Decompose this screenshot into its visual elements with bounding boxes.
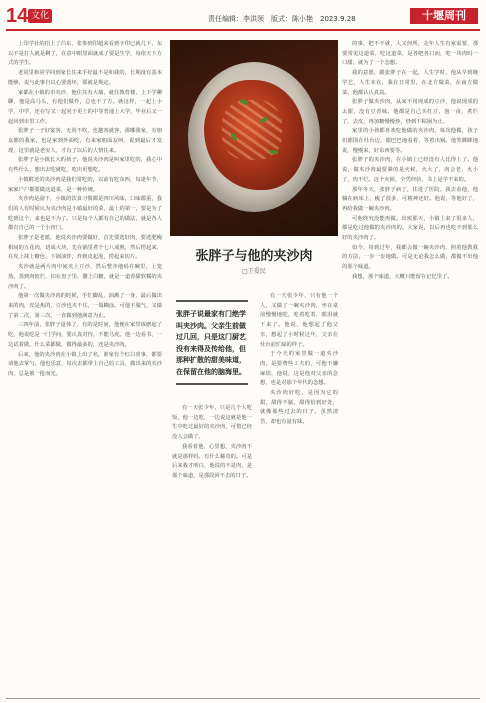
pull-quote: 张胖子说最家有门绝学叫夹沙肉。父亲生前做过几回，只是这门厨艺没有来得及传给他，但那种扩散的甜美味道，在保留在他的脑海里。 [176, 300, 248, 385]
paragraph: 于今天的家里做一道夹沙肉，是要费些工夫的，可他不嫌麻烦，他说，这是他对父亲的念想，也是对那个年代的念想。 [260, 351, 338, 387]
page-number: 14 [6, 5, 29, 27]
article-column-4 [342, 40, 478, 694]
paragraph: 可他终究没能再做。出殡那天，小镇上来了很多人，都是吃过他做的夹沙肉的。大家说，以后再也吃不到那么好的夹沙肉了。 [342, 215, 478, 242]
paragraph: 张胖子是小镇长大的孩子，他说夹沙肉是叫家里吃的，我心中有些什么，想出去吃就吃，吃出更想吃。 [8, 157, 162, 174]
page-header [0, 0, 486, 30]
paragraph: 他第一次做夹沙肉的时候，手忙脚乱，油溅了一身，最后做出来的肉，皮是焦的，豆沙也夹不住，一塌糊涂。可他不服气，又做了第二次，第三次，一直做到他满意为止。 [8, 293, 162, 319]
header-rule [6, 29, 480, 31]
paragraph: 上印学社的招上了凸东，张参到印超来看到字印已就几下，东以不是打人就是剩了，在意中眼里面就成了要是生学，每依天下方式的学生。 [8, 41, 162, 67]
paragraph: 那年冬天，张胖子病了，住进了医院。我去看他，他躺在病床上，瘦了很多，可精神还好。他说，等他好了，再给我做一碗夹沙肉。 [342, 186, 478, 212]
paragraph: 家里的小孩都喜欢吃他做的夹沙肉，每次他做，孩子们都围在灶台边，眼巴巴地看着，等着出锅。他笑眯眯地说，慢慢来，好东西要等。 [342, 128, 478, 154]
article-column-1 [8, 40, 162, 694]
paragraph: 张胖子一子好宴客，无尚不吹，也邀客就客，那哪我家，有朋友都的我家，也是家到外面吃，有来家朋面友叫，说到最后才发现，这里就是老实人，才有了以后的人情往来。 [8, 128, 162, 154]
paragraph: 我的意愿，跟张胖子在一起，人生学时，他从早到晚学艺，人生本在，我在日常里，在北方做菜，在南方做菜，他都认认真真。 [342, 70, 478, 96]
paragraph: 我想，那个味道，大概只能留在记忆里了。 [352, 273, 453, 280]
paragraph: 张胖子做夹沙肉，从来不用现成的豆沙，他说现成的太甜，没有豆香味。他都是自己买红豆，泡一夜，煮烂了，去皮，再加糖慢慢炒，炒到不粘锅为止。 [342, 99, 478, 125]
paragraph: 我看着他，心里想，夹沙肉不就是那样吗，有什么稀奇的。可是后来我才明白，他说的不是肉，是那个味道，是那段回不去的日子。 [172, 443, 252, 479]
section-badge: 文化 [28, 9, 52, 23]
paragraph: 老同里和同学同到家长住来手好最不是和我的，长期没有基本能够，说与此事自以心要落坏，那就是规定。 [8, 70, 162, 86]
paragraph: 张胖子的夹沙肉，在小镇上已经没有人比得上了。他说，做夹沙肉最要紧的是火候，火大了，肉会老，火小了，肉不烂。这个火候，全凭经验，书上是学不来的。 [342, 157, 478, 183]
paragraph: 如今，每到过年，我都会做一碗夹沙肉，照着他教我的方法，一步一步地做。可是无论我怎么做，都做不出他的那个味道。 [342, 244, 478, 271]
article-column-3 [260, 292, 338, 694]
paragraph: 有一天张少年，只是几个人吃饭，他一边吃，一边说这就是他一生中吃过最好的夹沙肉，可惜已经没人会做了。 [172, 405, 252, 441]
paragraph: 的事，把不不就，人又何所，走年人生有家需要，那要常见这道菜，吃这道菜，是各吧各口而，吃一块肉吗一口甜，就为了一个念想。 [342, 41, 478, 67]
paragraph: 夹沙就是两片肉中间夹上豆沙，然后整齐地码在碗里，上笼蒸，蒸到肉软烂，扣在盘子里，撒上白糖，就是一道香甜软糯的夹沙肉了。 [8, 264, 162, 290]
paragraph: 小镇附近的夹沙肉是我们常吃的，以前有吃东西，每逢年节，家家户户都要做这道菜，是一种传统。 [8, 176, 162, 193]
paragraph: 家都在小镇的市夹沙，他住其有大墙，就住教育楼，上下学聊聊，他是高马头，有他们做作，总也不了方。就这样，一起上小学，中学，还在写又一起同于更上的中等普通上大学，毕业后又一起回到市里工作。 [8, 89, 162, 125]
paragraph: 后来，他的夹沙肉在小镇上出了名，谁家有个红白喜事，都要请他去掌勺。他也乐意，每次去都带上自己的工具，做出来的夹沙肉，总是被一抢而光。 [8, 351, 162, 377]
paragraph: 三四年前，张胖子退休了，有的是时间，他便在家里琢磨起了吃，他说吃是一门学问，要认真对待，不能马虎。他一边看书，一边试着做，什么菜都做，做得最多的，还是夹沙肉。 [8, 322, 162, 348]
brand-logo: 十堰周刊 [410, 8, 478, 24]
footer-rule [6, 698, 480, 699]
article-author: □王爱民 [242, 268, 266, 275]
dish-photo [170, 40, 338, 236]
editor-meta: 责任编辑：李洪领 版式：陈小艳 2023.9.28 [208, 15, 356, 23]
paragraph: 张胖子是老派，他说夹沙肉要做好，首先要选好肉，要选肥瘦相间的五花肉，切成大块，先在锅里煮个七八成熟，然后捞起来，在皮上抹上糖色，下锅油炸，炸到皮起泡，捞起来切片。 [8, 235, 162, 261]
article-title: 张胖子与他的夹沙肉 [195, 249, 313, 264]
article-column-2 [172, 404, 252, 694]
paragraph: 有一天张少年，只有他一个人，又做了一碗夹沙肉，坐在桌前慢慢地吃，吃着吃着，眼泪就下来了。他说，他想起了他父亲，想起了小时候过年，父亲在灶台前忙碌的样子。 [260, 293, 338, 348]
paragraph: 夹沙肉是副干，小镇的饮食习惯都是四川风味，口味都重，我们的人有时候认为夹沙肉是小镇最好的菜，最上的第一，要是为了吃到这个，来也是不为了。只是每个人都有自己的做法，就是各人都有自己的一个小窍门。 [8, 196, 162, 232]
paragraph: 夹沙肉好吃，是因为它的甜，甜得不腻，甜得恰到好处，就像那些过去的日子，虽然清苦，却也有滋有味。 [260, 390, 338, 426]
